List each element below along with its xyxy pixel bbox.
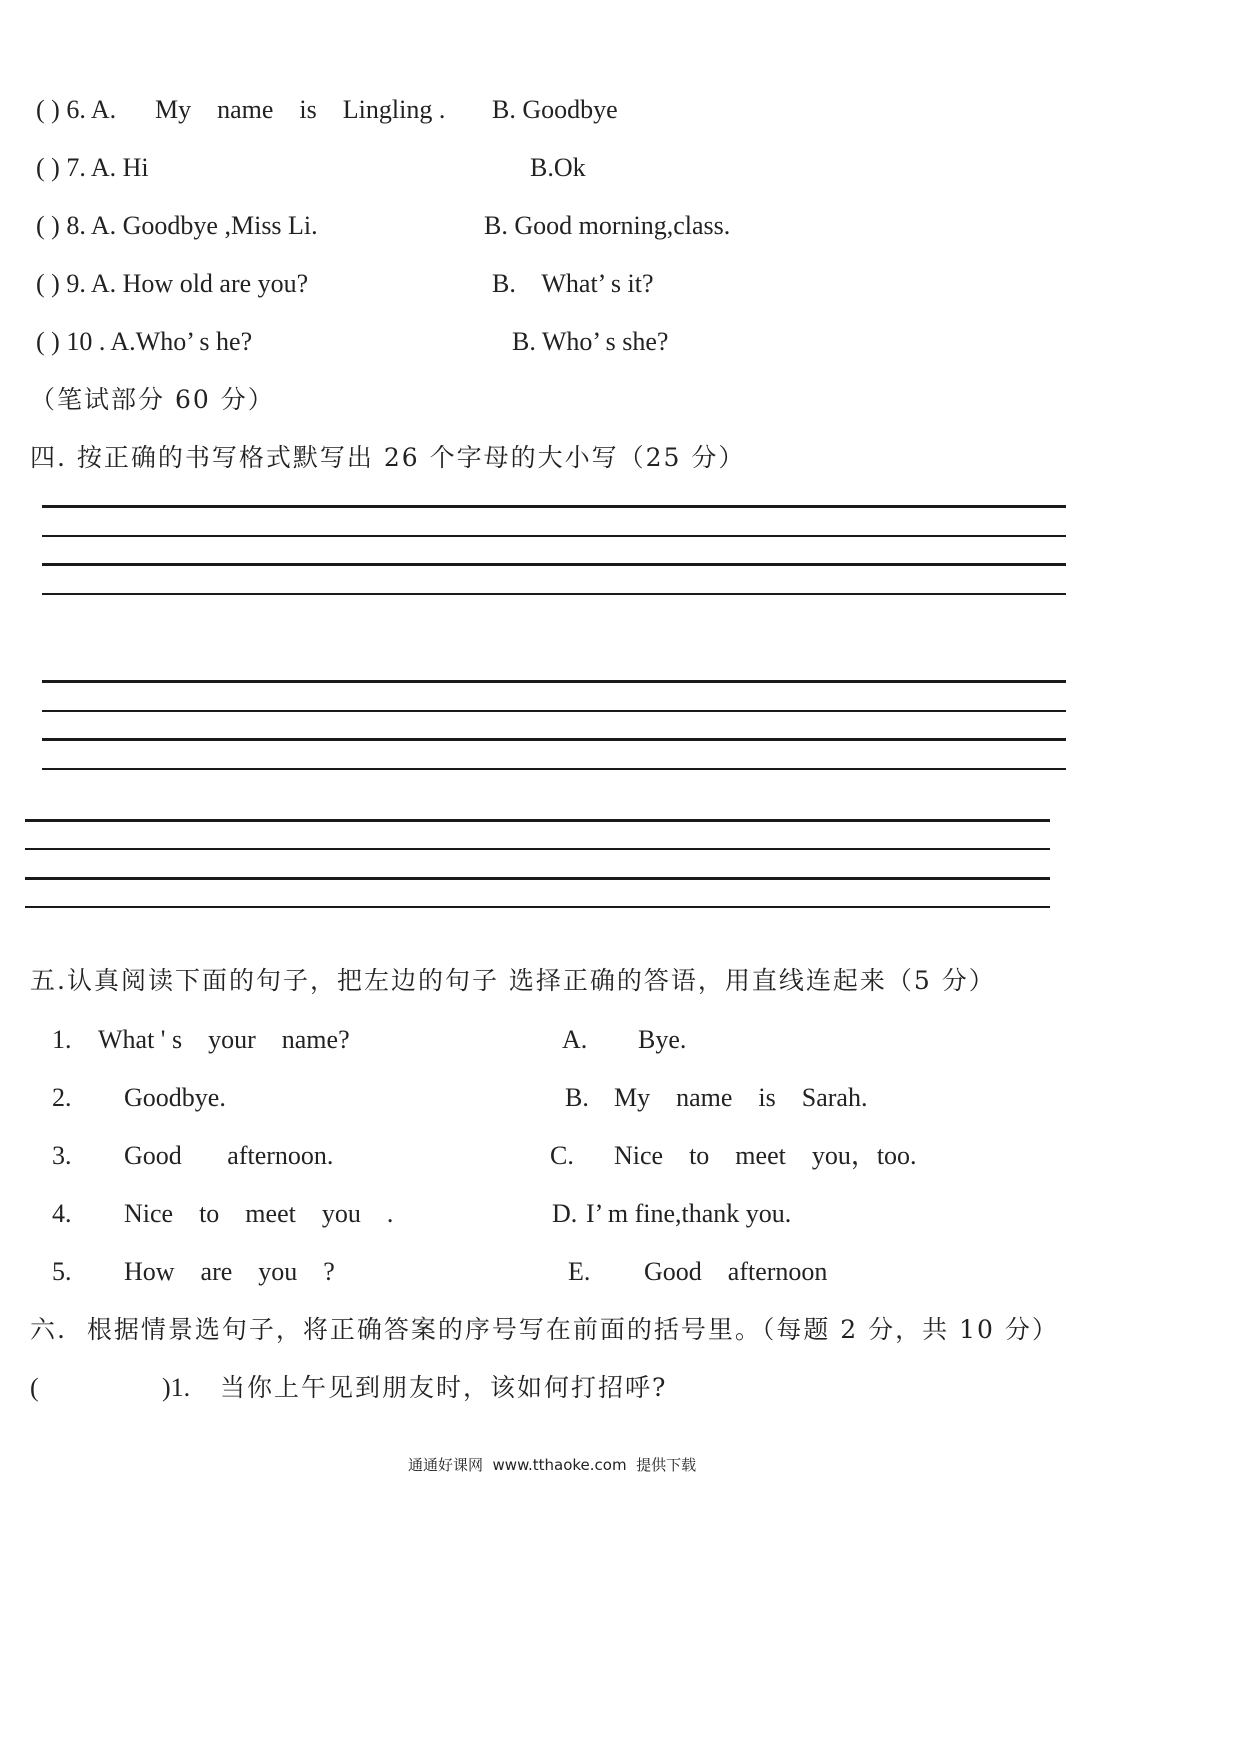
- item-6-option-b: B. Goodbye: [492, 95, 618, 124]
- written-part-header: （笔试部分 60 分）: [30, 385, 275, 414]
- writing-line: [42, 738, 1066, 741]
- right-answer-a-num: A.: [562, 1025, 588, 1054]
- question-1-open-paren: (: [30, 1373, 39, 1402]
- right-answer-a: Bye.: [638, 1025, 687, 1054]
- item-8-prefix: ( ) 8. A. Goodbye ,Miss Li.: [36, 211, 318, 240]
- right-answer-c-num: C.: [550, 1141, 574, 1170]
- writing-line: [42, 710, 1066, 712]
- item-7-prefix: ( ) 7. A. Hi: [36, 153, 149, 182]
- right-answer-e-num: E.: [568, 1257, 591, 1286]
- writing-line: [42, 535, 1066, 537]
- right-answer-d: I’ m fine,thank you.: [586, 1199, 792, 1228]
- question-1-text: 当你上午见到朋友时，该如何打招呼?: [220, 1373, 668, 1402]
- right-answer-b: My name is Sarah.: [614, 1083, 868, 1112]
- writing-line: [42, 768, 1066, 770]
- right-answer-c: Nice to meet you，too.: [614, 1141, 917, 1170]
- page-footer: 通通好课网 www.tthaoke.com 提供下载: [408, 1456, 697, 1474]
- right-answer-d-num: D.: [552, 1199, 578, 1228]
- writing-line: [42, 563, 1066, 566]
- left-sentence-4-num: 4.: [52, 1199, 72, 1228]
- section-4-title: 四. 按正确的书写格式默写出 26 个字母的大小写（25 分）: [30, 443, 746, 472]
- item-8-option-b: B. Good morning,class.: [484, 211, 731, 240]
- item-9-prefix: ( ) 9. A. How old are you?: [36, 269, 309, 298]
- item-7-option-b: B.Ok: [530, 153, 586, 182]
- left-sentence-1: What ' s your name?: [98, 1025, 350, 1054]
- writing-line: [42, 680, 1066, 683]
- writing-line: [25, 906, 1050, 908]
- item-6-prefix: ( ) 6. A.: [36, 95, 117, 124]
- item-9-option-b: B. What’ s it?: [492, 269, 654, 298]
- writing-line: [25, 819, 1050, 822]
- right-answer-e: Good afternoon: [644, 1257, 828, 1286]
- writing-line: [25, 877, 1050, 880]
- item-10-prefix: ( ) 10 . A.Who’ s he?: [36, 327, 253, 356]
- item-6-option-a: My name is Lingling .: [155, 95, 446, 124]
- left-sentence-2: Goodbye.: [124, 1083, 226, 1112]
- left-sentence-3: Good afternoon.: [124, 1141, 334, 1170]
- right-answer-b-num: B.: [565, 1083, 589, 1112]
- question-1-number: )1.: [162, 1373, 191, 1402]
- writing-line: [42, 505, 1066, 508]
- left-sentence-4: Nice to meet you .: [124, 1199, 394, 1228]
- item-10-option-b: B. Who’ s she?: [512, 327, 669, 356]
- left-sentence-5-num: 5.: [52, 1257, 72, 1286]
- section-6-title: 六. 根据情景选句子，将正确答案的序号写在前面的括号里。（每题 2 分，共 10 分）: [30, 1315, 1059, 1344]
- left-sentence-2-num: 2.: [52, 1083, 72, 1112]
- writing-line: [25, 848, 1050, 850]
- left-sentence-3-num: 3.: [52, 1141, 72, 1170]
- left-sentence-1-num: 1.: [52, 1025, 72, 1054]
- writing-line: [42, 593, 1066, 595]
- left-sentence-5: How are you ?: [124, 1257, 335, 1286]
- section-5-title: 五.认真阅读下面的句子，把左边的句子 选择正确的答语，用直线连起来（5 分）: [30, 966, 996, 995]
